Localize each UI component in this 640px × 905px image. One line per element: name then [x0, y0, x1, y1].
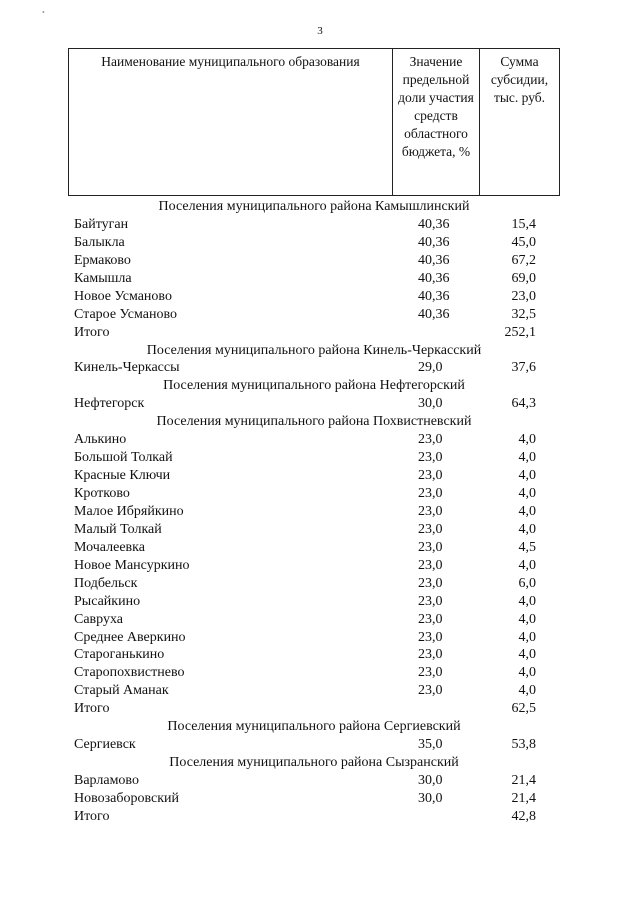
- table-row: [0, 575, 640, 593]
- municipality-name: Кротково: [74, 486, 130, 501]
- municipality-name: Итого: [74, 808, 110, 824]
- table-row: [0, 467, 640, 485]
- section-heading-row: [0, 342, 640, 360]
- section-title: Поселения муниципального района Камышлинский: [158, 199, 470, 214]
- municipality-name: Новое Усманово: [74, 288, 172, 304]
- share-value: 23,0: [418, 539, 443, 555]
- municipality-name: Новое Мансуркино: [74, 557, 190, 573]
- header-name-column: Наименование муниципального образования: [69, 49, 393, 195]
- subsidy-sum: 15,4: [511, 216, 536, 232]
- subsidy-sum: 4,0: [518, 503, 536, 519]
- share-value: 23,0: [418, 450, 443, 466]
- subsidy-sum: 252,1: [504, 324, 536, 340]
- table-header: [68, 48, 560, 196]
- municipality-name: Варламово: [74, 773, 139, 788]
- page-number: 3: [317, 25, 323, 37]
- share-value: 23,0: [418, 503, 443, 519]
- municipality-name: Кинель-Черкассы: [74, 360, 180, 376]
- subsidy-sum: 4,0: [518, 521, 536, 537]
- subsidy-sum: 23,0: [511, 288, 536, 304]
- section-title: Поселения муниципального района Сызранский: [169, 755, 459, 771]
- municipality-name: Старый Аманак: [74, 683, 169, 699]
- table-row: [0, 664, 640, 682]
- municipality-name: Красные Ключи: [74, 468, 171, 484]
- total-row: [0, 700, 640, 718]
- share-value: 40,36: [418, 306, 450, 322]
- subsidy-sum: 4,0: [518, 665, 536, 681]
- section-title: Поселения муниципального района Нефтегорский: [163, 378, 465, 394]
- table-row: [0, 252, 640, 270]
- share-value: 23,0: [418, 557, 443, 573]
- share-value: 23,0: [418, 432, 443, 448]
- table-row: [0, 503, 640, 521]
- table-row: [0, 646, 640, 664]
- section-heading-row: [0, 198, 640, 216]
- share-value: 23,0: [418, 468, 443, 484]
- share-value: 23,0: [418, 593, 443, 609]
- table-row: [0, 234, 640, 252]
- municipality-name: Алькино: [74, 432, 127, 448]
- municipality-name: Итого: [74, 324, 110, 340]
- subsidy-sum: 4,0: [518, 647, 536, 663]
- table-row: [0, 772, 640, 790]
- section-heading-row: [0, 718, 640, 736]
- table-row: [0, 306, 640, 324]
- table-body: [0, 198, 640, 826]
- share-value: 23,0: [418, 521, 443, 537]
- share-value: 30,0: [418, 773, 443, 788]
- table-row: [0, 736, 640, 754]
- share-value: 23,0: [418, 629, 443, 645]
- share-value: 35,0: [418, 737, 443, 753]
- section-title: Поселения муниципального района Сергиевский: [167, 719, 461, 735]
- subsidy-sum: 32,5: [511, 306, 536, 322]
- municipality-name: Староганькино: [74, 647, 165, 663]
- table-row: [0, 629, 640, 647]
- municipality-name: Рысайкино: [74, 593, 141, 609]
- subsidy-sum: 62,5: [511, 701, 536, 717]
- table-row: [0, 395, 640, 413]
- share-value: 29,0: [418, 360, 443, 376]
- table-row: [0, 557, 640, 575]
- table-row: [0, 216, 640, 234]
- municipality-name: Нефтегорск: [74, 396, 145, 412]
- subsidy-sum: 64,3: [511, 396, 536, 412]
- subsidy-sum: 4,0: [518, 683, 536, 699]
- share-value: 40,36: [418, 252, 450, 268]
- section-title: Поселения муниципального района Кинель-Черкасский: [146, 342, 482, 358]
- municipality-name: Ермаково: [74, 252, 131, 268]
- share-value: 30,0: [418, 790, 443, 806]
- municipality-name: Большой Толкай: [74, 450, 173, 466]
- subsidy-sum: 4,0: [518, 486, 536, 501]
- section-heading-row: [0, 754, 640, 772]
- table-row: [0, 288, 640, 306]
- subsidy-sum: 45,0: [511, 234, 536, 250]
- subsidy-sum: 4,0: [518, 450, 536, 466]
- municipality-name: Балыкла: [74, 234, 125, 250]
- scan-speck: •: [42, 8, 45, 17]
- table-row: [0, 790, 640, 808]
- section-title: Поселения муниципального района Похвистневский: [156, 414, 472, 430]
- share-value: 23,0: [418, 647, 443, 663]
- table-row: [0, 611, 640, 629]
- municipality-name: Байтуган: [74, 216, 129, 232]
- subsidy-sum: 4,0: [518, 611, 536, 627]
- municipality-name: Среднее Аверкино: [74, 629, 186, 645]
- section-heading-row: [0, 413, 640, 431]
- subsidy-sum: 4,0: [518, 593, 536, 609]
- table-row: [0, 431, 640, 449]
- total-row: [0, 808, 640, 826]
- subsidy-sum: 53,8: [511, 737, 536, 753]
- municipality-name: Новозаборовский: [74, 790, 180, 806]
- table-row: [0, 539, 640, 557]
- share-value: 23,0: [418, 665, 443, 681]
- table-row: [0, 270, 640, 288]
- subsidy-sum: 21,4: [511, 790, 536, 806]
- municipality-name: Старое Усманово: [74, 306, 177, 322]
- municipality-name: Малое Ибряйкино: [74, 503, 184, 519]
- share-value: 23,0: [418, 683, 443, 699]
- subsidy-sum: 67,2: [511, 252, 536, 268]
- share-value: 23,0: [418, 575, 443, 591]
- header-share-column: Значение предельной доли участия средств областного бюджета, %: [393, 49, 480, 195]
- share-value: 23,0: [418, 611, 443, 627]
- municipality-name: Итого: [74, 701, 110, 717]
- subsidy-sum: 42,8: [511, 808, 536, 824]
- municipality-name: Старопохвистнево: [74, 665, 185, 681]
- section-heading-row: [0, 377, 640, 395]
- table-row: [0, 593, 640, 611]
- share-value: 40,36: [418, 234, 450, 250]
- municipality-name: Камышла: [74, 270, 132, 286]
- share-value: 40,36: [418, 270, 450, 286]
- subsidy-sum: 21,4: [511, 773, 536, 788]
- share-value: 23,0: [418, 486, 443, 501]
- table-row: [0, 359, 640, 377]
- share-value: 40,36: [418, 216, 450, 232]
- subsidy-sum: 4,0: [518, 432, 536, 448]
- subsidy-sum: 4,0: [518, 468, 536, 484]
- subsidy-sum: 69,0: [511, 270, 536, 286]
- table-row: [0, 449, 640, 467]
- subsidy-sum: 4,0: [518, 629, 536, 645]
- subsidy-sum: 6,0: [518, 575, 536, 591]
- municipality-name: Савруха: [74, 611, 124, 627]
- table-row: [0, 521, 640, 539]
- municipality-name: Подбельск: [74, 575, 138, 591]
- header-sum-column: Сумма субсидии, тыс. руб.: [490, 54, 549, 105]
- total-row: [0, 324, 640, 342]
- subsidy-sum: 37,6: [511, 360, 536, 376]
- share-value: 40,36: [418, 288, 450, 304]
- subsidy-sum: 4,0: [518, 557, 536, 573]
- share-value: 30,0: [418, 396, 443, 412]
- table-row: [0, 682, 640, 700]
- municipality-name: Мочалеевка: [74, 539, 145, 555]
- table-row: [0, 485, 640, 503]
- municipality-name: Малый Толкай: [74, 521, 162, 537]
- subsidy-sum: 4,5: [518, 539, 536, 555]
- municipality-name: Сергиевск: [74, 737, 136, 753]
